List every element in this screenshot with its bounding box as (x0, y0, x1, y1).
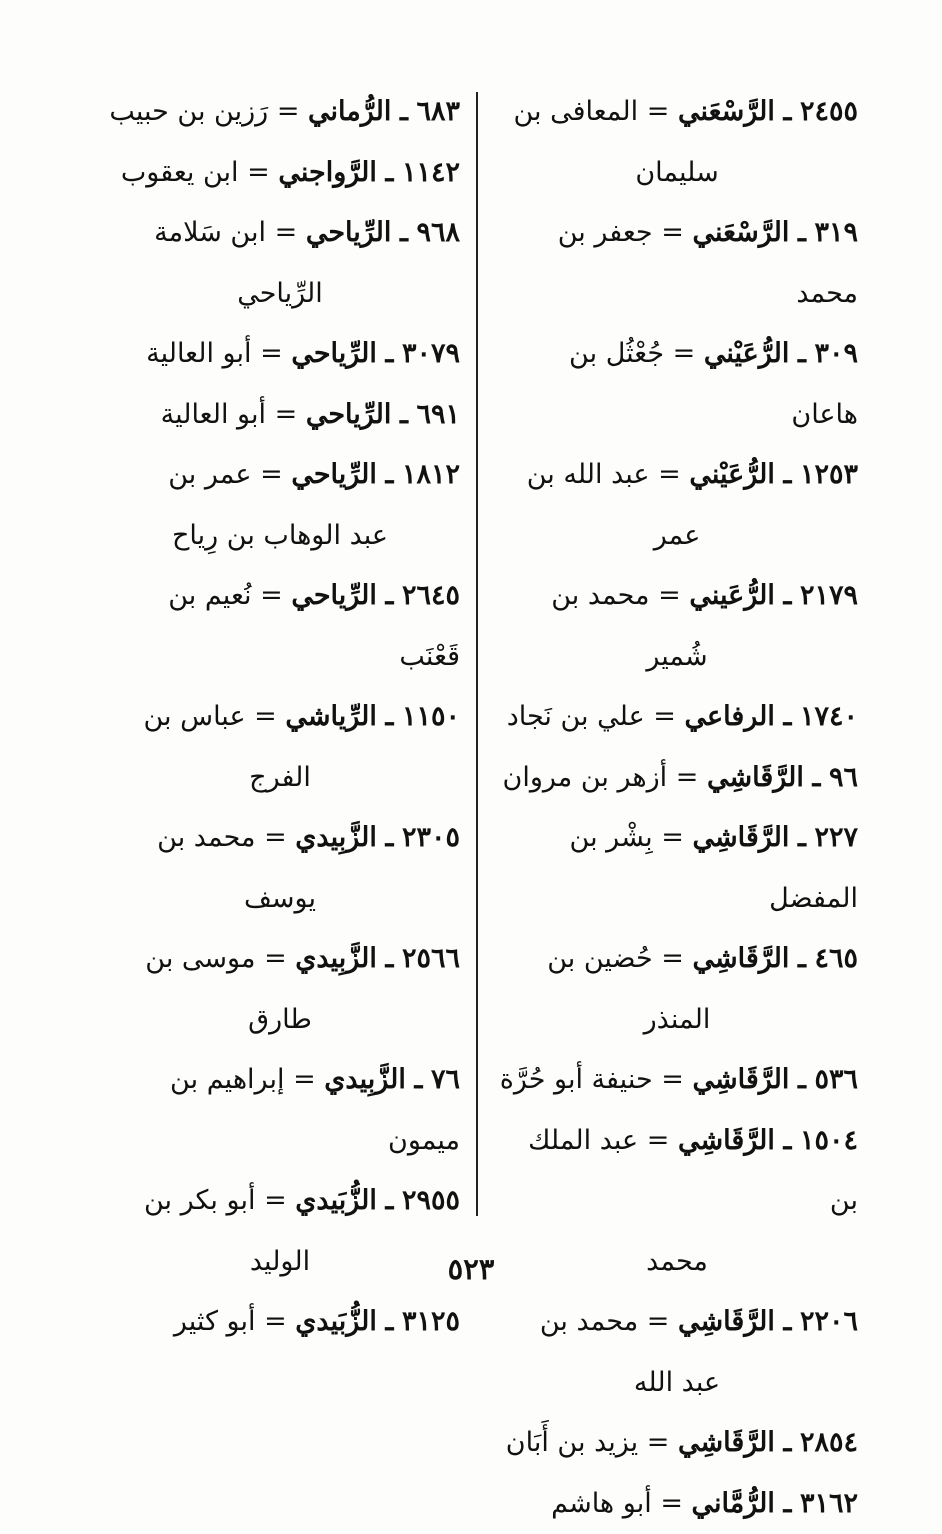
entry-dash: ـ (783, 1488, 791, 1519)
entry-nisba: الرُّماني (308, 96, 391, 127)
entry-dash: ـ (385, 459, 393, 490)
entry-number: ٥٣٦ (814, 1064, 858, 1095)
entry-number: ٢٦٤٥ (402, 580, 460, 611)
entry-nisba: الرِّياحي (291, 338, 377, 369)
index-entry (100, 445, 460, 566)
index-entry (100, 82, 460, 143)
entry-number: ٢٨٥٤ (800, 1427, 858, 1458)
entry-equals: = (658, 459, 681, 490)
entry-name-continuation: شُمير (496, 627, 858, 688)
entry-equals: = (660, 1488, 683, 1519)
index-entry (100, 808, 460, 929)
entry-nisba: الرَّسْعَني (678, 96, 775, 127)
entry-dash: ـ (385, 338, 393, 369)
entry-equals: = (254, 701, 277, 732)
entry-equals: = (661, 1064, 684, 1095)
entry-name: يزيد بن أَبَان (506, 1427, 638, 1458)
index-entry (100, 929, 460, 1050)
entry-nisba: الرُّعَيْني (704, 338, 790, 369)
column-divider (476, 92, 478, 1216)
entry-number: ٢٢٠٦ (800, 1306, 858, 1337)
entry-equals: = (293, 1064, 316, 1095)
index-entry (100, 143, 460, 204)
index-entry (496, 445, 858, 566)
entry-equals: = (277, 96, 300, 127)
entry-number: ٤٦٥ (814, 943, 858, 974)
page-number: ٥٢٣ (0, 1252, 942, 1286)
index-entry (496, 808, 858, 929)
entry-name-continuation: الوليد (100, 1232, 460, 1293)
entry-number: ١١٤٢ (402, 157, 460, 188)
entry-number: ١٥٠٤ (800, 1125, 858, 1156)
entry-nisba: الرِّياحي (291, 459, 377, 490)
index-entry (496, 929, 858, 1050)
entry-name-continuation: عمر (496, 506, 858, 567)
entry-number: ١٨١٢ (402, 459, 460, 490)
entry-nisba: الرَّقَاشِي (692, 943, 789, 974)
entry-dash: ـ (798, 1064, 806, 1095)
entry-nisba: الزُّبَيدي (295, 1185, 377, 1216)
entry-equals: = (661, 822, 684, 853)
index-entry (496, 324, 858, 445)
entry-nisba: الرِّياحي (291, 580, 377, 611)
entry-number: ٧٦ (431, 1064, 460, 1095)
entry-name-continuation: محمد (496, 1232, 858, 1293)
index-column-left (100, 82, 460, 1353)
index-entry (496, 748, 858, 809)
index-entry (496, 566, 858, 687)
index-column-right (496, 82, 858, 1534)
entry-nisba: الزَّبِيدي (324, 1064, 406, 1095)
entry-name: رَزين بن حبيب (109, 96, 268, 127)
entry-name: أبو بكر بن (144, 1185, 256, 1216)
entry-number: ٣١٦٢ (800, 1488, 858, 1519)
entry-equals: = (275, 399, 298, 430)
entry-name: علي بن نَجاد (507, 701, 645, 732)
entry-number: ٢٢٧ (814, 822, 858, 853)
entry-name: أزهر بن مروان (503, 762, 668, 793)
entry-name: عبد الملك بن (528, 1125, 858, 1217)
entry-name: محمد بن (551, 580, 649, 611)
index-entry (100, 1050, 460, 1171)
entry-name: جُعْثُل بن هاعان (569, 338, 858, 430)
entry-nisba: الرَّواجني (278, 157, 377, 188)
entry-name: ابن سَلامة (154, 217, 266, 248)
entry-nisba: الرُّمَّاني (692, 1488, 775, 1519)
entry-dash: ـ (385, 157, 393, 188)
entry-dash: ـ (414, 1064, 422, 1095)
entry-equals: = (647, 1125, 670, 1156)
index-entry (496, 1050, 858, 1111)
entry-name: نُعيم بن قَعْنَب (168, 580, 460, 672)
entry-name: حنيفة أبو حُرَّة (500, 1064, 653, 1095)
entry-name: ابن يعقوب (121, 157, 239, 188)
entry-dash: ـ (783, 1125, 791, 1156)
entry-number: ٣٠٩ (814, 338, 858, 369)
entry-equals: = (264, 1306, 287, 1337)
entry-number: ٣١٢٥ (402, 1306, 460, 1337)
index-entry (496, 687, 858, 748)
entry-name-continuation: الفرج (100, 748, 460, 809)
entry-name-continuation: يوسف (100, 869, 460, 930)
entry-dash: ـ (798, 217, 806, 248)
entry-equals: = (661, 943, 684, 974)
entry-nisba: الرِّياحي (306, 217, 392, 248)
entry-name-continuation: عبد الوهاب بن رِياح (100, 506, 460, 567)
index-entry (100, 324, 460, 385)
entry-name-continuation: المنذر (496, 990, 858, 1051)
entry-dash: ـ (783, 459, 791, 490)
entry-equals: = (264, 822, 287, 853)
entry-name-continuation: طارق (100, 990, 460, 1051)
entry-equals: = (260, 338, 283, 369)
entry-equals: = (275, 217, 298, 248)
entry-equals: = (264, 943, 287, 974)
entry-dash: ـ (783, 1306, 791, 1337)
entry-dash: ـ (385, 1185, 393, 1216)
entry-dash: ـ (400, 399, 408, 430)
entry-nisba: الرَّقَاشِي (692, 822, 789, 853)
entry-dash: ـ (798, 338, 806, 369)
entry-number: ١٧٤٠ (800, 701, 858, 732)
entry-number: ٩٦ (829, 762, 858, 793)
entry-dash: ـ (385, 1306, 393, 1337)
index-entry (100, 385, 460, 446)
entry-equals: = (647, 96, 670, 127)
entry-nisba: الرَّقَاشِي (692, 1064, 789, 1095)
entry-name-continuation: الرِّياحي (100, 264, 460, 325)
index-entry (496, 1474, 858, 1534)
entry-nisba: الزَّبِيدي (295, 822, 377, 853)
entry-nisba: الرِّياشي (285, 701, 377, 732)
entry-dash: ـ (400, 217, 408, 248)
index-entry (496, 82, 858, 203)
entry-name: عمر بن (168, 459, 251, 490)
entry-number: ٦٩١ (416, 399, 460, 430)
index-entry (496, 1413, 858, 1474)
entry-dash: ـ (385, 822, 393, 853)
entry-nisba: الرَّقَاشِي (678, 1125, 775, 1156)
entry-number: ٩٦٨ (416, 217, 460, 248)
entry-nisba: الرُّعَيْني (689, 459, 775, 490)
entry-name: أبو هاشم (551, 1488, 652, 1519)
index-entry (100, 687, 460, 808)
entry-nisba: الرَّقَاشِي (707, 762, 804, 793)
entry-equals: = (260, 459, 283, 490)
entry-equals: = (647, 1427, 670, 1458)
entry-number: ٢٥٦٦ (402, 943, 460, 974)
entry-equals: = (661, 217, 684, 248)
entry-number: ٢٩٥٥ (402, 1185, 460, 1216)
entry-nisba: الرَّسْعَني (692, 217, 789, 248)
entry-nisba: الرِّياحي (306, 399, 392, 430)
entry-equals: = (653, 701, 676, 732)
entry-equals: = (673, 338, 696, 369)
entry-nisba: الرَّقَاشِي (678, 1306, 775, 1337)
entry-name: عبد الله بن (527, 459, 650, 490)
entry-dash: ـ (783, 1427, 791, 1458)
entry-number: ٣١٩ (814, 217, 858, 248)
entry-dash: ـ (385, 701, 393, 732)
entry-dash: ـ (783, 701, 791, 732)
entry-nisba: الرفاعي (685, 701, 775, 732)
entry-equals: = (247, 157, 270, 188)
entry-name: أبو العالية (161, 399, 266, 430)
entry-name-continuation: عبد الله (496, 1353, 858, 1414)
entry-dash: ـ (385, 943, 393, 974)
entry-dash: ـ (783, 580, 791, 611)
entry-equals: = (676, 762, 699, 793)
entry-nisba: الزَّبِيدي (295, 943, 377, 974)
entry-name: بِشْر بن المفضل (570, 822, 858, 914)
entry-number: ١١٥٠ (402, 701, 460, 732)
entry-nisba: الرُّعَيني (689, 580, 775, 611)
entry-name-continuation: سليمان (496, 143, 858, 204)
entry-nisba: الزُّبَيدي (295, 1306, 377, 1337)
entry-number: ٢٤٥٥ (800, 96, 858, 127)
entry-number: ٢٣٠٥ (402, 822, 460, 853)
index-entry (100, 1292, 460, 1353)
entry-equals: = (264, 1185, 287, 1216)
entry-dash: ـ (400, 96, 408, 127)
index-entry (100, 566, 460, 687)
entry-nisba: الرَّقَاشِي (678, 1427, 775, 1458)
entry-dash: ـ (812, 762, 820, 793)
entry-name: جعفر بن محمد (558, 217, 858, 309)
index-entry (100, 203, 460, 324)
index-entry (496, 203, 858, 324)
entry-equals: = (260, 580, 283, 611)
entry-name: المعافى بن (513, 96, 638, 127)
entry-number: ١٢٥٣ (800, 459, 858, 490)
entry-name: موسى بن (145, 943, 255, 974)
entry-name: محمد بن (540, 1306, 638, 1337)
entry-number: ٦٨٣ (416, 96, 460, 127)
entry-name: حُضين بن (547, 943, 652, 974)
entry-name: أبو العالية (146, 338, 251, 369)
entry-name: إبراهيم بن ميمون (170, 1064, 460, 1156)
index-entry (496, 1292, 858, 1413)
entry-dash: ـ (798, 822, 806, 853)
entry-equals: = (647, 1306, 670, 1337)
entry-dash: ـ (783, 96, 791, 127)
entry-number: ٢١٧٩ (800, 580, 858, 611)
entry-name: محمد بن (157, 822, 255, 853)
entry-number: ٣٠٧٩ (402, 338, 460, 369)
entry-name: عباس بن (143, 701, 245, 732)
entry-dash: ـ (385, 580, 393, 611)
entry-name: أبو كثير (174, 1306, 256, 1337)
entry-dash: ـ (798, 943, 806, 974)
entry-equals: = (658, 580, 681, 611)
